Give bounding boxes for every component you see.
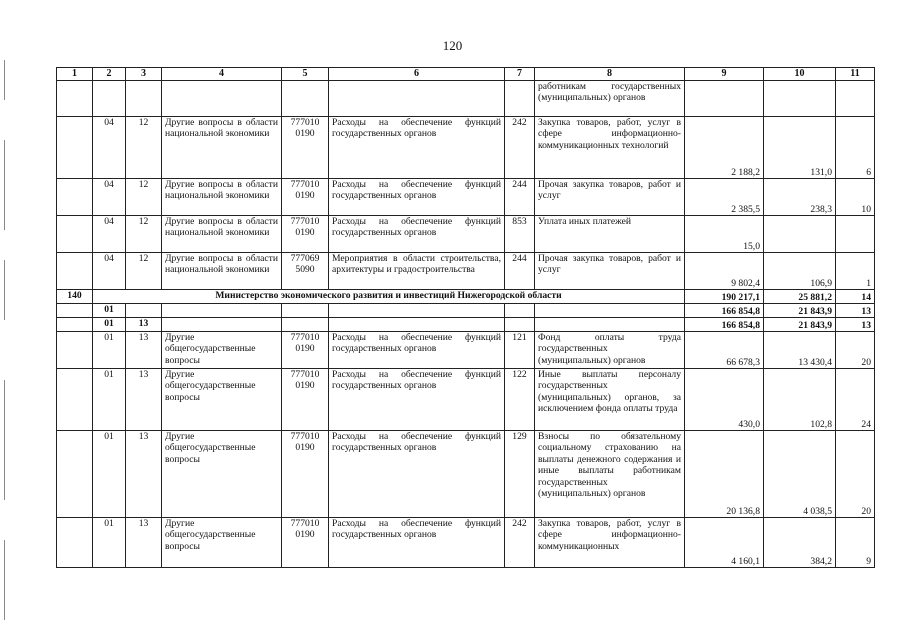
cell-c6: Расходы на обеспечение функций государственных органов bbox=[329, 431, 505, 518]
cell-c7 bbox=[505, 81, 535, 117]
cell-c3: 12 bbox=[126, 179, 162, 216]
cell-c7: 242 bbox=[505, 518, 535, 568]
cell-c11: 20 bbox=[836, 431, 875, 518]
cell-c5: 777010 0190 bbox=[282, 518, 329, 568]
cell-c10: 13 430,4 bbox=[764, 332, 836, 369]
cell-c8: Прочая закупка товаров, работ и услуг bbox=[535, 179, 685, 216]
budget-table bbox=[56, 67, 875, 568]
column-header-9: 9 bbox=[685, 68, 764, 81]
cell-c6: Расходы на обеспечение функций государственных органов bbox=[329, 216, 505, 253]
column-header-5: 5 bbox=[282, 68, 329, 81]
cell-c1 bbox=[57, 369, 93, 431]
table-row bbox=[57, 431, 875, 518]
cell-c6 bbox=[329, 81, 505, 117]
cell-c10: 131,0 bbox=[764, 117, 836, 179]
cell-c7: 122 bbox=[505, 369, 535, 431]
table-row bbox=[57, 332, 875, 369]
cell-c9: 20 136,8 bbox=[685, 431, 764, 518]
cell-c9 bbox=[685, 81, 764, 117]
cell-c1 bbox=[57, 179, 93, 216]
cell-c8 bbox=[535, 304, 685, 318]
cell-c5: 777010 0190 bbox=[282, 117, 329, 179]
cell-c6: Расходы на обеспечение функций государственных органов bbox=[329, 332, 505, 369]
cell-c4 bbox=[162, 81, 282, 117]
cell-c7: 244 bbox=[505, 179, 535, 216]
table-row bbox=[57, 290, 875, 304]
cell-c2: 01 bbox=[93, 518, 126, 568]
cell-c4: Другие вопросы в области национальной экономики bbox=[162, 117, 282, 179]
cell-c7: 121 bbox=[505, 332, 535, 369]
cell-c5 bbox=[282, 304, 329, 318]
cell-c10 bbox=[764, 216, 836, 253]
table-row bbox=[57, 117, 875, 179]
table-row bbox=[57, 253, 875, 290]
table-row bbox=[57, 81, 875, 117]
table-row bbox=[57, 318, 875, 332]
cell-c6: Мероприятия в области строительства, архитектуры и градостроительства bbox=[329, 253, 505, 290]
cell-c4: Другие вопросы в области национальной экономики bbox=[162, 179, 282, 216]
cell-c11: 13 bbox=[836, 304, 875, 318]
cell-c6: Расходы на обеспечение функций государственных органов bbox=[329, 518, 505, 568]
cell-c1 bbox=[57, 117, 93, 179]
page-number: 120 bbox=[442, 38, 463, 53]
cell-c1 bbox=[57, 81, 93, 117]
cell-c11 bbox=[836, 81, 875, 117]
cell-c8: Взносы по обязательному социальному страхованию на выплаты денежного содержания и иные выплаты работникам государственных (муниципальных) органов bbox=[535, 431, 685, 518]
cell-c8: Уплата иных платежей bbox=[535, 216, 685, 253]
cell-c6: Расходы на обеспечение функций государственных органов bbox=[329, 179, 505, 216]
cell-c2: 04 bbox=[93, 117, 126, 179]
cell-c2: 04 bbox=[93, 216, 126, 253]
cell-c10: 21 843,9 bbox=[764, 304, 836, 318]
cell-c2: 01 bbox=[93, 304, 126, 318]
cell-c11: 1 bbox=[836, 253, 875, 290]
column-header-1: 1 bbox=[57, 68, 93, 81]
cell-c5: 777010 0190 bbox=[282, 332, 329, 369]
cell-c5: 777010 0190 bbox=[282, 216, 329, 253]
budget-table-wrapper bbox=[56, 67, 874, 568]
cell-c6: Расходы на обеспечение функций государственных органов bbox=[329, 117, 505, 179]
cell-c5 bbox=[282, 318, 329, 332]
cell-c10: 21 843,9 bbox=[764, 318, 836, 332]
cell-c2: 01 bbox=[93, 369, 126, 431]
table-body bbox=[57, 81, 875, 568]
cell-c5: 777010 0190 bbox=[282, 369, 329, 431]
cell-c4: Другие общегосударственные вопросы bbox=[162, 431, 282, 518]
margin-marks bbox=[2, 0, 8, 640]
cell-c1 bbox=[57, 216, 93, 253]
cell-c8: Фонд оплаты труда государственных (муниципальных) органов bbox=[535, 332, 685, 369]
column-header-2: 2 bbox=[93, 68, 126, 81]
cell-c10: 106,9 bbox=[764, 253, 836, 290]
cell-c9: 2 385,5 bbox=[685, 179, 764, 216]
cell-c9: 166 854,8 bbox=[685, 304, 764, 318]
cell-c4: Другие вопросы в области национальной экономики bbox=[162, 253, 282, 290]
cell-c1 bbox=[57, 318, 93, 332]
column-header-11: 11 bbox=[836, 68, 875, 81]
cell-c11: 6 bbox=[836, 117, 875, 179]
cell-c10: 25 881,2 bbox=[764, 290, 836, 304]
cell-c4: Другие вопросы в области национальной экономики bbox=[162, 216, 282, 253]
cell-c9: 15,0 bbox=[685, 216, 764, 253]
cell-c2: 01 bbox=[93, 431, 126, 518]
cell-c1: 140 bbox=[57, 290, 93, 304]
cell-c3 bbox=[126, 81, 162, 117]
cell-c9: 66 678,3 bbox=[685, 332, 764, 369]
column-header-6: 6 bbox=[329, 68, 505, 81]
cell-c11: 24 bbox=[836, 369, 875, 431]
cell-c11: 9 bbox=[836, 518, 875, 568]
cell-c7: 129 bbox=[505, 431, 535, 518]
cell-c2: 04 bbox=[93, 179, 126, 216]
cell-c3 bbox=[126, 304, 162, 318]
cell-c11: 14 bbox=[836, 290, 875, 304]
cell-c8: Закупка товаров, работ, услуг в сфере информационно-коммуникационных технологий bbox=[535, 117, 685, 179]
cell-c7 bbox=[505, 318, 535, 332]
cell-c5: 777069 5090 bbox=[282, 253, 329, 290]
column-header-8: 8 bbox=[535, 68, 685, 81]
column-header-3: 3 bbox=[126, 68, 162, 81]
cell-c9: 430,0 bbox=[685, 369, 764, 431]
column-header-7: 7 bbox=[505, 68, 535, 81]
cell-c2: 01 bbox=[93, 332, 126, 369]
cell-c8: Иные выплаты персоналу государственных (муниципальных) органов, за исключением фонда оплаты труда bbox=[535, 369, 685, 431]
cell-c4: Другие общегосударственные вопросы bbox=[162, 518, 282, 568]
cell-c10: 4 038,5 bbox=[764, 431, 836, 518]
cell-c11: 10 bbox=[836, 179, 875, 216]
cell-c3: 12 bbox=[126, 216, 162, 253]
cell-c8: работникам государственных (муниципальных) органов bbox=[535, 81, 685, 117]
table-row bbox=[57, 369, 875, 431]
cell-c3: 13 bbox=[126, 518, 162, 568]
cell-c1 bbox=[57, 518, 93, 568]
cell-c7 bbox=[505, 304, 535, 318]
cell-c8: Прочая закупка товаров, работ и услуг bbox=[535, 253, 685, 290]
cell-c9: 190 217,1 bbox=[685, 290, 764, 304]
column-header-4: 4 bbox=[162, 68, 282, 81]
cell-c7: 244 bbox=[505, 253, 535, 290]
cell-c3: 13 bbox=[126, 431, 162, 518]
cell-c11: 20 bbox=[836, 332, 875, 369]
cell-c9: 9 802,4 bbox=[685, 253, 764, 290]
cell-c3: 13 bbox=[126, 318, 162, 332]
cell-c3: 12 bbox=[126, 117, 162, 179]
cell-c3: 13 bbox=[126, 369, 162, 431]
cell-c3: 13 bbox=[126, 332, 162, 369]
cell-c10: 384,2 bbox=[764, 518, 836, 568]
cell-c10 bbox=[764, 81, 836, 117]
cell-c6 bbox=[329, 318, 505, 332]
cell-c2: 01 bbox=[93, 318, 126, 332]
column-header-10: 10 bbox=[764, 68, 836, 81]
cell-c2: 04 bbox=[93, 253, 126, 290]
cell-c9: 2 188,2 bbox=[685, 117, 764, 179]
cell-c10: 238,3 bbox=[764, 179, 836, 216]
table-row bbox=[57, 179, 875, 216]
cell-c3: 12 bbox=[126, 253, 162, 290]
cell-c6: Расходы на обеспечение функций государственных органов bbox=[329, 369, 505, 431]
cell-c2 bbox=[93, 81, 126, 117]
header-row bbox=[57, 68, 875, 81]
cell-c9: 166 854,8 bbox=[685, 318, 764, 332]
cell-c10: 102,8 bbox=[764, 369, 836, 431]
cell-c8 bbox=[535, 318, 685, 332]
cell-c4 bbox=[162, 318, 282, 332]
cell-c1 bbox=[57, 253, 93, 290]
cell-c9: 4 160,1 bbox=[685, 518, 764, 568]
cell-c4: Другие общегосударственные вопросы bbox=[162, 332, 282, 369]
cell-c5: 777010 0190 bbox=[282, 179, 329, 216]
table-row bbox=[57, 518, 875, 568]
cell-c11: 13 bbox=[836, 318, 875, 332]
cell-c1 bbox=[57, 431, 93, 518]
cell-c7: 853 bbox=[505, 216, 535, 253]
table-row bbox=[57, 216, 875, 253]
cell-c7: 242 bbox=[505, 117, 535, 179]
cell-c5: 777010 0190 bbox=[282, 431, 329, 518]
cell-c11 bbox=[836, 216, 875, 253]
cell-c4 bbox=[162, 304, 282, 318]
cell-c5 bbox=[282, 81, 329, 117]
cell-c1 bbox=[57, 332, 93, 369]
cell-c4: Другие общегосударственные вопросы bbox=[162, 369, 282, 431]
ministry-name: Министерство экономического развития и инвестиций Нижегородской области bbox=[93, 290, 685, 304]
cell-c1 bbox=[57, 304, 93, 318]
table-row bbox=[57, 304, 875, 318]
cell-c6 bbox=[329, 304, 505, 318]
cell-c8: Закупка товаров, работ, услуг в сфере информационно-коммуникационных bbox=[535, 518, 685, 568]
